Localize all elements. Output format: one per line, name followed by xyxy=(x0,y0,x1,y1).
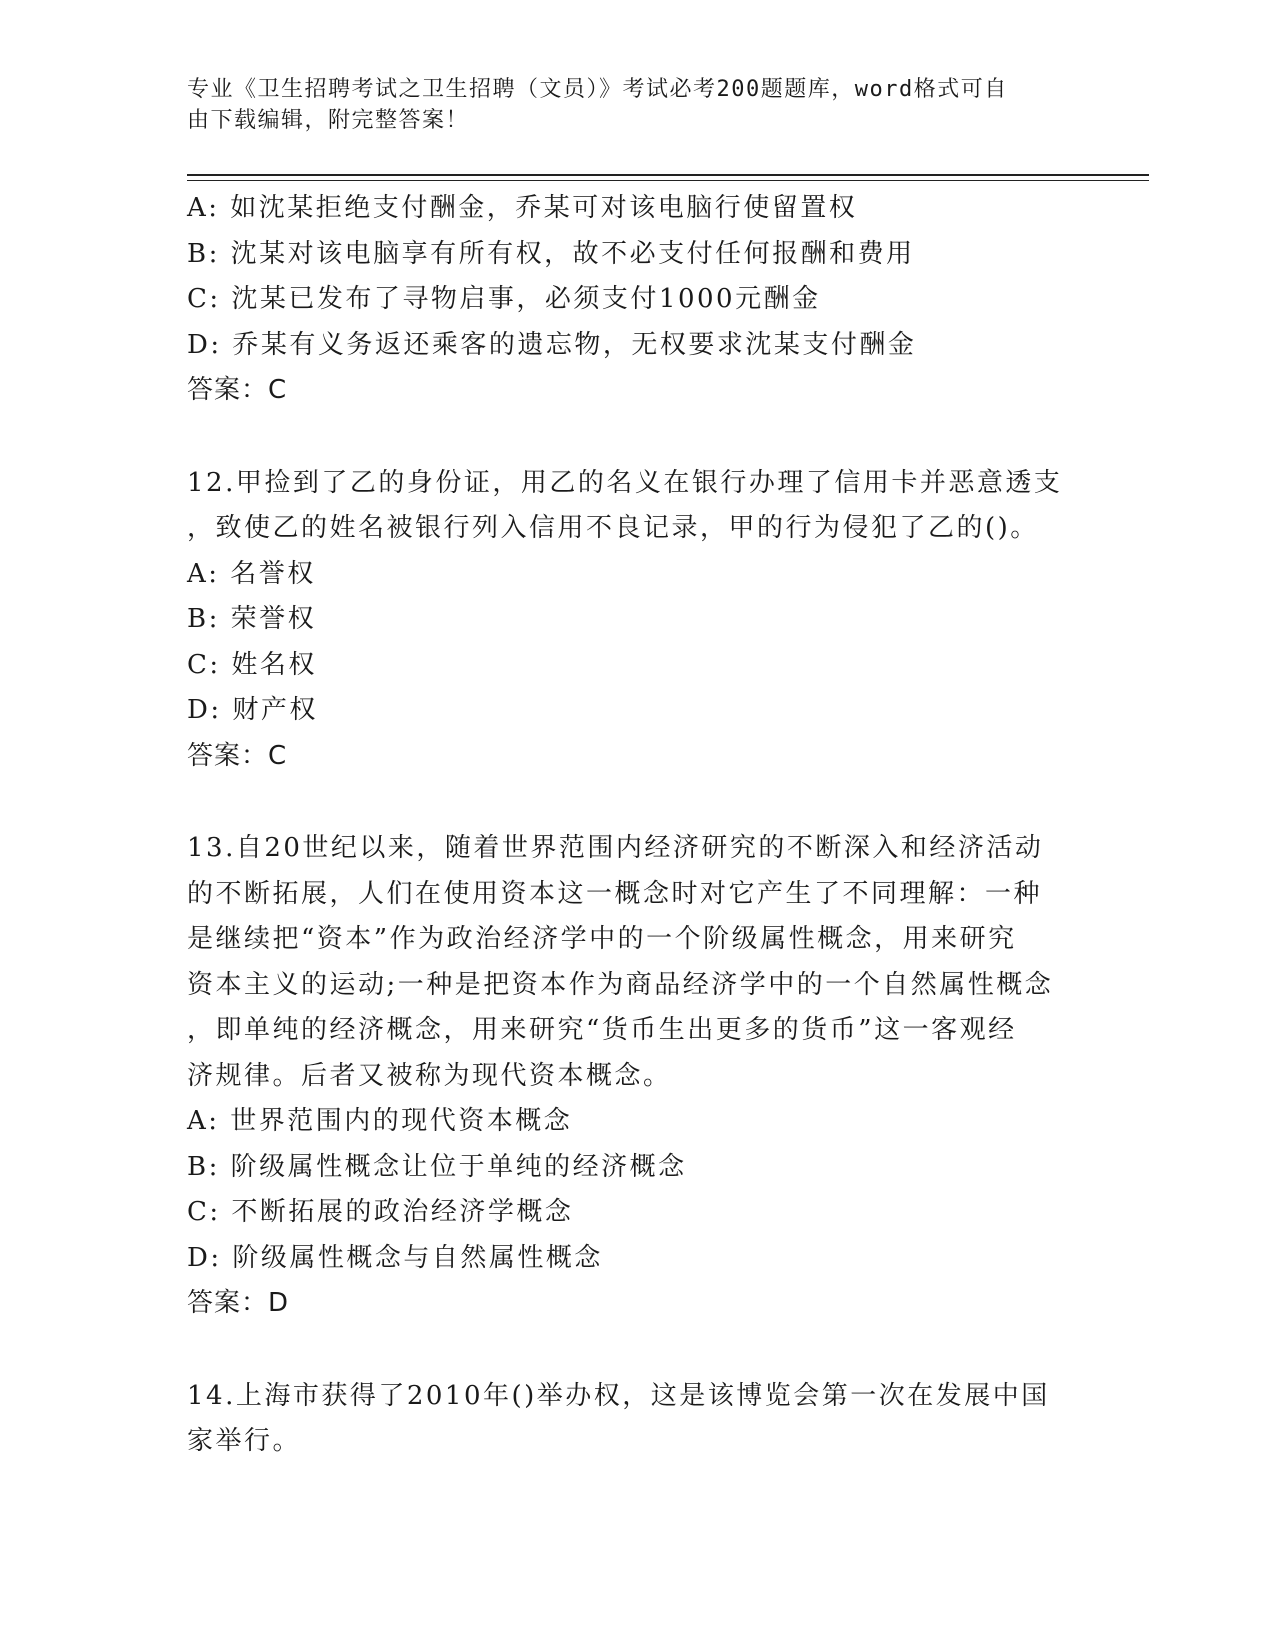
option-b: B: 阶级属性概念让位于单纯的经济概念 xyxy=(187,1151,687,1182)
question-12 xyxy=(187,461,1087,780)
question-stem: 的不断拓展，人们在使用资本这一概念时对它产生了不同理解：一种 xyxy=(187,878,1043,909)
question-stem: ，致使乙的姓名被银行列入信用不良记录，甲的行为侵犯了乙的()。 xyxy=(187,513,1039,543)
question-14 xyxy=(187,1374,1087,1465)
question-stem: ，即单纯的经济概念，用来研究“货币生出更多的货币”这一客观经 xyxy=(187,1015,1017,1045)
option-b: B: 沈某对该电脑享有所有权，故不必支付任何报酬和费用 xyxy=(187,238,915,269)
questions-body xyxy=(187,186,1087,1465)
question-stem: 12.甲捡到了乙的身份证，用乙的名义在银行办理了信用卡并恶意透支 xyxy=(187,467,1063,498)
option-b: B: 荣誉权 xyxy=(187,604,317,634)
document-header xyxy=(187,74,1067,136)
option-a: A: 名誉权 xyxy=(187,558,316,589)
question-stem: 13.自20世纪以来，随着世界范围内经济研究的不断深入和经济活动 xyxy=(187,833,1044,863)
header-rule-thin xyxy=(187,180,1149,181)
answer: 答案：C xyxy=(187,375,288,405)
question-11 xyxy=(187,186,1087,414)
header-line-2: 由下载编辑，附完整答案！ xyxy=(187,108,470,133)
option-d: D: 阶级属性概念与自然属性概念 xyxy=(187,1242,603,1273)
spacer xyxy=(187,779,1087,826)
option-c: C: 姓名权 xyxy=(187,649,317,680)
header-rule-thick xyxy=(187,174,1149,176)
question-stem: 资本主义的运动;一种是把资本作为商品经济学中的一个自然属性概念 xyxy=(187,969,1054,1000)
spacer xyxy=(187,1327,1087,1374)
question-13 xyxy=(187,826,1087,1327)
question-stem: 家举行。 xyxy=(187,1426,302,1456)
header-line-1: 专业《卫生招聘考试之卫生招聘（文员）》考试必考200题题库，word格式可自 xyxy=(187,77,1008,102)
option-d: D: 乔某有义务返还乘客的遗忘物，无权要求沈某支付酬金 xyxy=(187,329,917,360)
question-stem: 14.上海市获得了2010年()举办权，这是该博览会第一次在发展中国 xyxy=(187,1380,1050,1411)
answer: 答案：C xyxy=(187,740,288,771)
option-c: C: 沈某已发布了寻物启事，必须支付1000元酬金 xyxy=(187,284,821,314)
question-stem: 济规律。后者又被称为现代资本概念。 xyxy=(187,1060,672,1091)
answer: 答案：D xyxy=(187,1288,290,1318)
option-d: D: 财产权 xyxy=(187,695,318,725)
option-a: A: 如沈某拒绝支付酬金，乔某可对该电脑行使留置权 xyxy=(187,193,858,223)
option-a: A: 世界范围内的现代资本概念 xyxy=(187,1106,573,1136)
option-c: C: 不断拓展的政治经济学概念 xyxy=(187,1197,574,1227)
spacer xyxy=(187,414,1087,461)
question-stem: 是继续把“资本”作为政治经济学中的一个阶级属性概念，用来研究 xyxy=(187,924,1017,954)
